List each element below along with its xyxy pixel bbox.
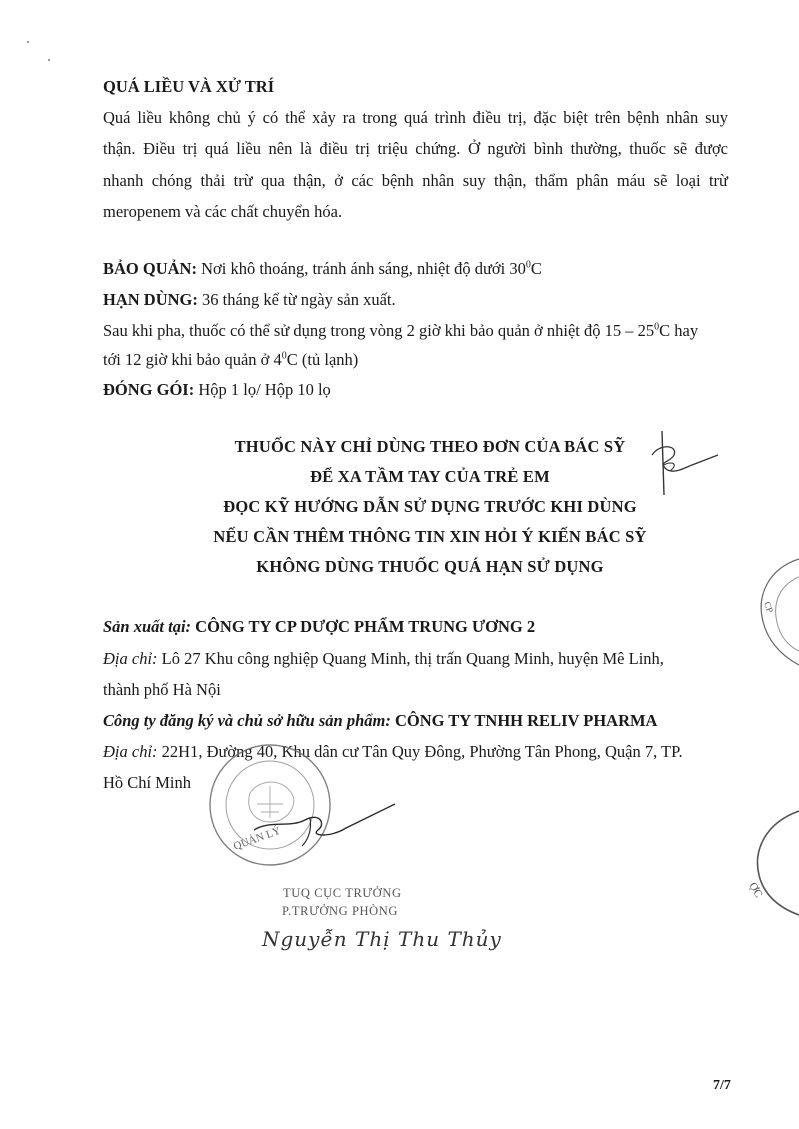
manufacturer-address-text: Lô 27 Khu công nghiệp Quang Minh, thị trấn Quang Minh, huyện Mê Linh, [157,649,664,668]
seal-text: QUẢN LÝ [231,824,283,853]
storage-degree: 0 [525,259,531,271]
right-edge-stamp-top [740,555,799,670]
shelf-life-text: 36 tháng kể từ ngày sản xuất. [197,290,396,309]
shelf-life-line [103,289,396,311]
approval-title-2: P.TRƯỞNG PHÒNG [282,904,399,918]
after-mix-degree-2: 0 [281,350,287,362]
storage-text: Nơi khô thoáng, tránh ánh sáng, nhiệt độ dưới 30 [196,259,526,278]
after-mix-text-2b: C (tủ lạnh) [286,350,359,369]
registrant-line [103,710,657,732]
storage-label: BẢO QUẢN: [103,259,197,278]
director-signature-stroke [250,790,400,860]
scan-speck [48,59,50,61]
registrant-address-line-2: Hồ Chí Minh [103,773,192,792]
manufacturer-name: CÔNG TY CP DƯỢC PHẨM TRUNG ƯƠNG 2 [191,617,536,636]
storage-unit: C [530,259,542,278]
warning-line-3: ĐỌC KỸ HƯỚNG DẪN SỬ DỤNG TRƯỚC KHI DÙNG [223,497,637,516]
after-mix-degree-1: 0 [654,321,660,333]
page-number: 7/7 [713,1078,731,1093]
after-mix-text-1b: C hay [659,321,699,340]
manufacturer-address-line-2: thành phố Hà Nội [103,680,221,699]
right-edge-stamp-bottom [735,805,799,920]
registrant-address-line-1 [103,741,683,763]
warning-line-5: KHÔNG DÙNG THUỐC QUÁ HẠN SỬ DỤNG [256,557,604,576]
warning-line-4: NẾU CẦN THÊM THÔNG TIN XIN HỎI Ý KIẾN BÁC SỸ [213,527,647,546]
packaging-text: Hộp 1 lọ/ Hộp 10 lọ [194,380,331,399]
manufacturer-address-label: Địa chỉ: [103,649,158,668]
manufacturer-label: Sản xuất tại: [103,617,192,636]
after-mix-text-1a: Sau khi pha, thuốc có thể sử dụng trong vòng 2 giờ khi bảo quản ở nhiệt độ 15 – 25 [103,321,655,340]
after-mix-line-2 [103,349,358,371]
after-mix-text-2a: tới 12 giờ khi bảo quản ở 4 [103,350,282,369]
initial-signature-mark [640,425,730,505]
manufacturer-address-line-1 [103,648,664,670]
packaging-line [103,379,331,401]
approval-title-1: TUQ CỤC TRƯỞNG [283,886,402,900]
registrant-address-text: 22H1, Đường 40, Khu dân cư Tân Quy Đông, Phường Tân Phong, Quận 7, TP. [157,742,683,761]
overdose-heading: QUÁ LIỀU VÀ XỬ TRÍ [103,77,275,96]
overdose-line-3: nhanh chóng thải trừ qua thận, ở các bệnh nhân suy thận, thẩm phân máu sẽ loại trừ [103,171,728,190]
packaging-label: ĐÓNG GÓI: [103,380,195,399]
registrant-label: Công ty đăng ký và chủ sở hữu sản phẩm: [103,711,391,730]
manufacturer-line [103,616,535,638]
shelf-life-label: HẠN DÙNG: [103,290,198,309]
storage-line [103,258,542,280]
registrant-address-label: Địa chỉ: [103,742,158,761]
svg-text:ỢC: ỢC [746,880,765,900]
overdose-line-2: thận. Điều trị quá liều nên là điều trị triệu chứng. Ở người bình thường, thuốc sẽ được [103,139,728,158]
warning-line-2: ĐỂ XA TẦM TAY CỦA TRẺ EM [310,467,550,486]
registrant-name: CÔNG TY TNHH RELIV PHARMA [390,711,658,730]
overdose-line-1: Quá liều không chủ ý có thể xảy ra trong quá trình điều trị, đặc biệt trên bệnh nhân suy [103,108,728,127]
overdose-line-4: meropenem và các chất chuyển hóa. [103,202,343,221]
approval-signature-name: Nguyễn Thị Thu Thủy [262,927,502,951]
warning-line-1: THUỐC NÀY CHỈ DÙNG THEO ĐƠN CỦA BÁC SỸ [234,437,626,456]
svg-text:CP: CP [762,600,776,615]
after-mix-line-1 [103,320,728,342]
scan-speck [27,41,29,43]
